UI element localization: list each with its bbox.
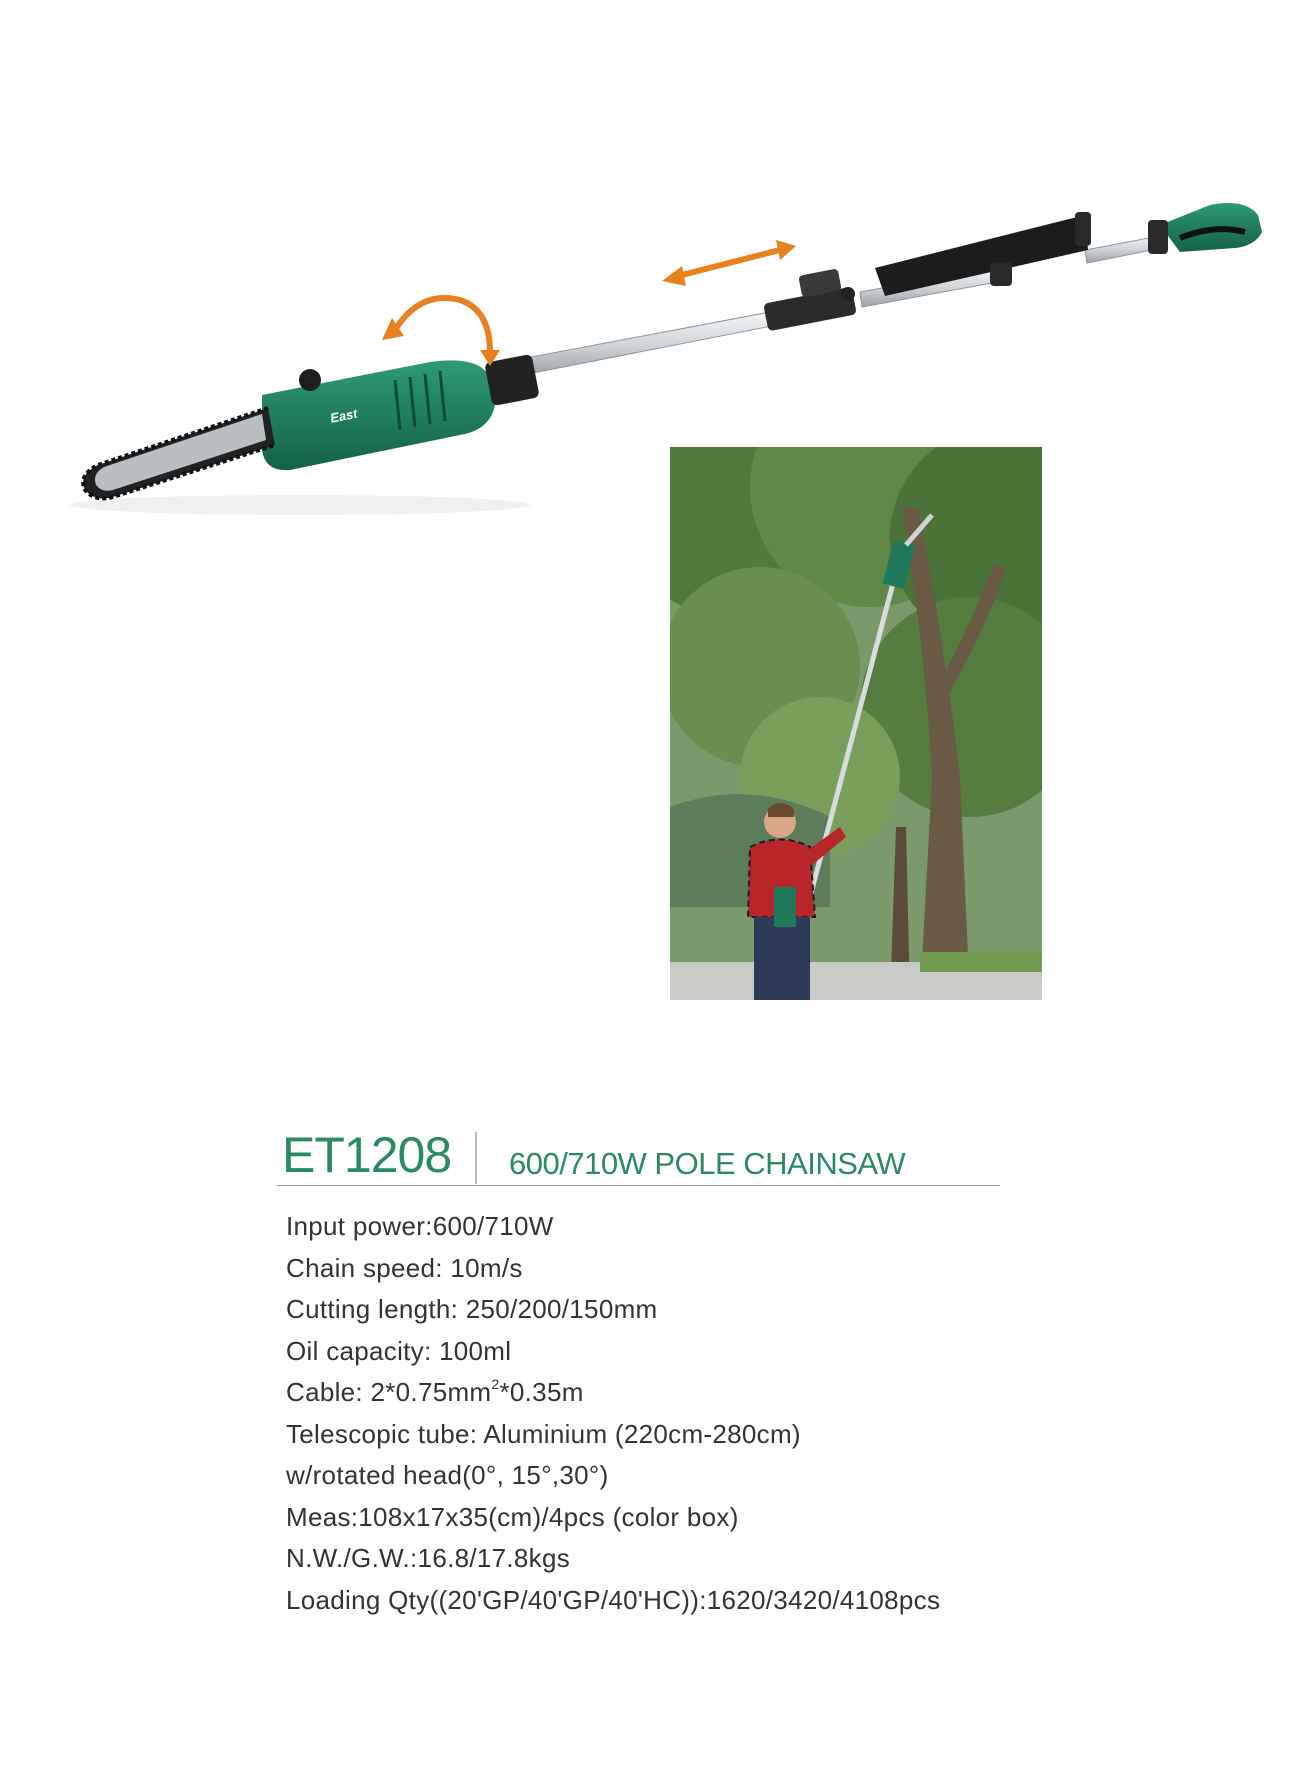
- brand-logo: East: [328, 405, 359, 426]
- product-title: 600/710W POLE CHAINSAW: [509, 1146, 906, 1181]
- rotation-arrow-icon: [382, 298, 500, 366]
- spec-rotated-head: w/rotated head(0°, 15°,30°): [286, 1460, 609, 1490]
- title-underline: [277, 1185, 1000, 1186]
- motor-housing: [262, 354, 540, 470]
- spec-cable: [286, 1372, 940, 1414]
- spec-oil-capacity: Oil capacity: 100ml: [286, 1335, 512, 1366]
- telescopic-arrow-icon: [662, 240, 796, 286]
- spec-measurement: Meas:108x17x35(cm)/4pcs (color box): [286, 1501, 739, 1532]
- spec-telescopic-tube: Telescopic tube: Aluminium (220cm-280cm): [286, 1418, 801, 1449]
- spec-chain-speed: Chain speed: 10m/s: [286, 1252, 523, 1283]
- product-illustration: [0, 0, 1291, 560]
- spec-loading-qty: Loading Qty((20'GP/40'GP/40'HC)):1620/3420/4108pcs: [286, 1584, 941, 1615]
- tool-shadow: [70, 495, 530, 515]
- rear-handle: [1148, 203, 1262, 254]
- usage-photo: [670, 447, 1042, 1000]
- title-divider: [475, 1132, 477, 1184]
- spec-input-power: Input power:600/710W: [286, 1211, 554, 1241]
- spec-cable-superscript: 2: [491, 1376, 500, 1392]
- pole-lock-clamp: [763, 268, 857, 331]
- model-number: ET1208: [282, 1127, 452, 1183]
- spec-cutting-length: Cutting length: 250/200/150mm: [286, 1294, 658, 1324]
- usage-photo-illustration: [670, 447, 1042, 1000]
- spec-cable-main: Cable: 2*0.75mm: [286, 1377, 492, 1407]
- guide-bar-and-chain: [83, 408, 275, 498]
- spec-list: [286, 1206, 940, 1621]
- spec-cable-suffix: *0.35m: [499, 1377, 584, 1407]
- spec-weight: N.W./G.W.:16.8/17.8kgs: [286, 1543, 571, 1573]
